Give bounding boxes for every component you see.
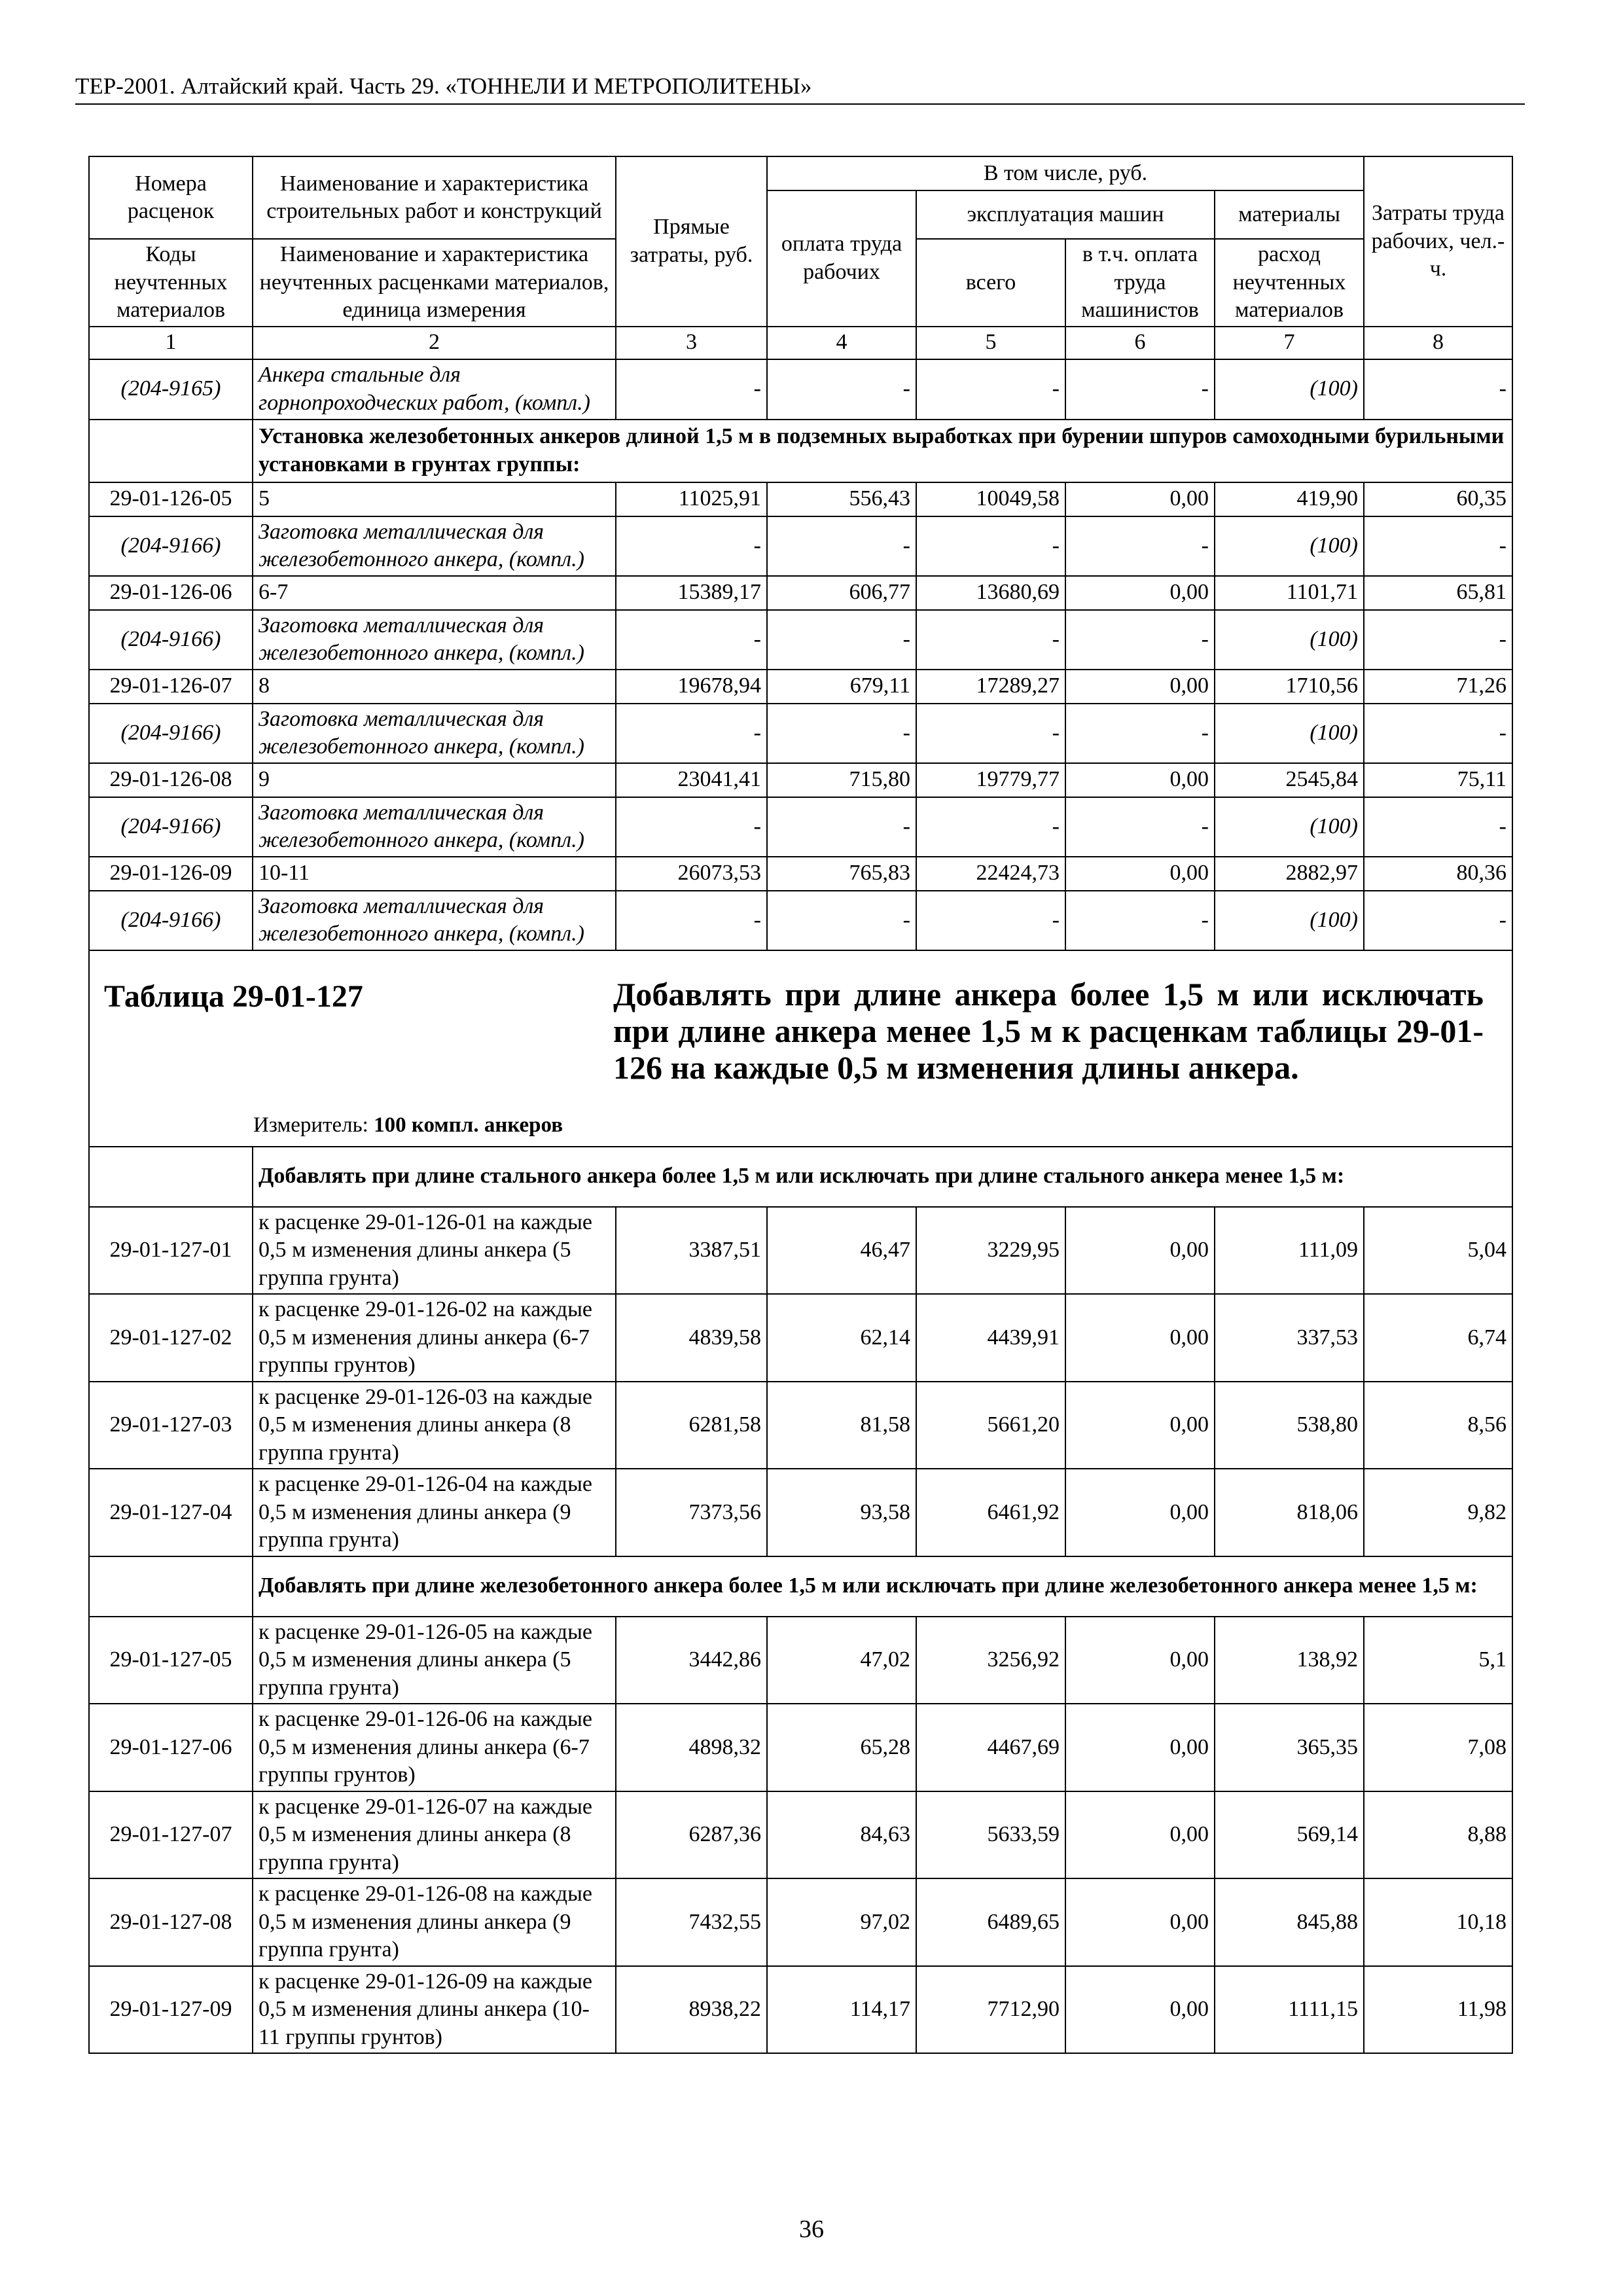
rate-code: 29-01-127-01 <box>89 1207 253 1295</box>
rate-value: 11025,91 <box>616 482 767 516</box>
col-num-4: 4 <box>767 327 916 359</box>
material-value: - <box>916 704 1065 763</box>
section-spacer <box>89 1147 253 1207</box>
page-number: 36 <box>799 2215 824 2243</box>
material-value: - <box>1065 704 1215 763</box>
rate-row <box>89 1207 1512 1295</box>
rate-value: 93,58 <box>767 1469 916 1556</box>
material-code: (204-9165) <box>89 359 253 420</box>
rate-value: 0,00 <box>1065 1382 1215 1469</box>
rate-value: 6461,92 <box>916 1469 1065 1556</box>
material-value: - <box>1065 610 1215 670</box>
material-code: (204-9166) <box>89 797 253 857</box>
rate-value: 17289,27 <box>916 670 1065 704</box>
material-row <box>89 359 1512 420</box>
material-value: - <box>616 797 767 857</box>
col-work-name: Наименование и характеристика строительных работ и конструкций <box>253 156 616 239</box>
rate-row <box>89 1469 1512 1556</box>
rate-value: 2882,97 <box>1215 857 1364 891</box>
rate-value: 65,81 <box>1364 576 1512 610</box>
rate-name: к расценке 29-01-126-06 на каждые 0,5 м изменения длины анкера (6-7 группы грунтов) <box>253 1704 616 1791</box>
material-name: Заготовка металлическая для железобетонного анкера, (компл.) <box>253 891 616 950</box>
rate-value: 538,80 <box>1215 1382 1364 1469</box>
rate-value: 679,11 <box>767 670 916 704</box>
rate-value: 3229,95 <box>916 1207 1065 1295</box>
col-num-8: 8 <box>1364 327 1512 359</box>
material-name: Заготовка металлическая для железобетонного анкера, (компл.) <box>253 610 616 670</box>
material-value: - <box>916 797 1065 857</box>
rate-value: 0,00 <box>1065 670 1215 704</box>
rate-value: 47,02 <box>767 1617 916 1704</box>
rate-value: 22424,73 <box>916 857 1065 891</box>
rate-row <box>89 1704 1512 1791</box>
cell-mach-total: - <box>916 359 1065 420</box>
col-direct: Прямые затраты, руб. <box>616 156 767 327</box>
rate-value: 114,17 <box>767 1966 916 2054</box>
rate-value: 65,28 <box>767 1704 916 1791</box>
material-value: (100) <box>1215 610 1364 670</box>
rate-value: 8938,22 <box>616 1966 767 2054</box>
rate-code: 29-01-127-03 <box>89 1382 253 1469</box>
rate-value: 7373,56 <box>616 1469 767 1556</box>
material-value: - <box>1065 891 1215 950</box>
rate-value: 6281,58 <box>616 1382 767 1469</box>
rate-value: 556,43 <box>767 482 916 516</box>
section-heading: Добавлять при длине железобетонного анкера более 1,5 м или исключать при длине железобетонного анкера менее 1,5 м: <box>253 1556 1512 1617</box>
rate-value: 8,88 <box>1364 1791 1512 1879</box>
rate-name: 9 <box>253 763 616 797</box>
rate-value: 7712,90 <box>916 1966 1065 2054</box>
material-value: - <box>1364 704 1512 763</box>
rate-name: к расценке 29-01-126-03 на каждые 0,5 м изменения длины анкера (8 группа грунта) <box>253 1382 616 1469</box>
cell-mat-cost: (100) <box>1215 359 1364 420</box>
rate-value: 5,1 <box>1364 1617 1512 1704</box>
measure <box>253 1112 563 1139</box>
rate-code: 29-01-127-07 <box>89 1791 253 1879</box>
material-name: Анкера стальные для горнопроходческих работ, (компл.) <box>253 359 616 420</box>
rate-value: 5,04 <box>1364 1207 1512 1295</box>
rate-row <box>89 482 1512 516</box>
material-row <box>89 610 1512 670</box>
material-value: - <box>767 797 916 857</box>
rate-value: 1101,71 <box>1215 576 1364 610</box>
rate-value: 19779,77 <box>916 763 1065 797</box>
cell-labor-pay: - <box>767 359 916 420</box>
rate-code: 29-01-126-05 <box>89 482 253 516</box>
table-127-description: Добавлять при длине анкера более 1,5 м или исключать при длине анкера менее 1,5 м к расценкам таблицы 29-01-126 на каждые 0,5 м изменения длины анкера. <box>613 975 1484 1086</box>
rate-value: 60,35 <box>1364 482 1512 516</box>
material-value: (100) <box>1215 797 1364 857</box>
rate-code: 29-01-127-06 <box>89 1704 253 1791</box>
material-value: (100) <box>1215 704 1364 763</box>
rate-value: 15389,17 <box>616 576 767 610</box>
rate-code: 29-01-127-05 <box>89 1617 253 1704</box>
rate-value: 7432,55 <box>616 1878 767 1966</box>
material-code: (204-9166) <box>89 610 253 670</box>
rate-code: 29-01-127-04 <box>89 1469 253 1556</box>
rate-value: 3442,86 <box>616 1617 767 1704</box>
material-row <box>89 797 1512 857</box>
rate-name: 8 <box>253 670 616 704</box>
rate-value: 715,80 <box>767 763 916 797</box>
cell-labor-cost: - <box>1364 359 1512 420</box>
material-value: - <box>1364 610 1512 670</box>
rate-value: 6489,65 <box>916 1878 1065 1966</box>
material-value: - <box>616 704 767 763</box>
rate-code: 29-01-127-09 <box>89 1966 253 2054</box>
rate-name: к расценке 29-01-126-09 на каждые 0,5 м изменения длины анкера (10-11 группы грунтов) <box>253 1966 616 2054</box>
rate-value: 46,47 <box>767 1207 916 1295</box>
material-value: - <box>1364 891 1512 950</box>
col-mach-total: всего <box>916 239 1065 327</box>
rate-value: 138,92 <box>1215 1617 1364 1704</box>
section-heading: Установка железобетонных анкеров длиной 1,5 м в подземных выработках при бурении шпуров самоходными бурильными установками в грунтах группы: <box>253 420 1512 482</box>
rate-value: 6287,36 <box>616 1791 767 1879</box>
rate-value: 0,00 <box>1065 1469 1215 1556</box>
rate-value: 80,36 <box>1364 857 1512 891</box>
material-value: - <box>1364 516 1512 576</box>
page-header: ТЕР-2001. Алтайский край. Часть 29. «ТОННЕЛИ И МЕТРОПОЛИТЕНЫ» <box>75 73 1525 105</box>
rate-value: 0,00 <box>1065 1966 1215 2054</box>
table-127-header <box>89 950 1512 1147</box>
rate-value: 0,00 <box>1065 763 1215 797</box>
rate-value: 13680,69 <box>916 576 1065 610</box>
rate-value: 0,00 <box>1065 576 1215 610</box>
col-labor-pay: оплата труда рабочих <box>767 190 916 327</box>
rate-value: 62,14 <box>767 1294 916 1382</box>
table-127-block <box>89 950 1512 1147</box>
col-mat-code: Коды неучтенных материалов <box>89 239 253 327</box>
material-value: - <box>916 516 1065 576</box>
material-value: - <box>1065 797 1215 857</box>
rate-value: 419,90 <box>1215 482 1364 516</box>
rate-value: 23041,41 <box>616 763 767 797</box>
rate-row <box>89 857 1512 891</box>
col-num-3: 3 <box>616 327 767 359</box>
material-code: (204-9166) <box>89 516 253 576</box>
material-row <box>89 891 1512 950</box>
rate-value: 81,58 <box>767 1382 916 1469</box>
rate-value: 19678,94 <box>616 670 767 704</box>
rate-code: 29-01-126-09 <box>89 857 253 891</box>
material-value: - <box>916 610 1065 670</box>
rate-value: 606,77 <box>767 576 916 610</box>
col-num-7: 7 <box>1215 327 1364 359</box>
material-value: - <box>616 610 767 670</box>
col-num-5: 5 <box>916 327 1065 359</box>
rate-name: к расценке 29-01-126-08 на каждые 0,5 м изменения длины анкера (9 группа грунта) <box>253 1878 616 1966</box>
col-materials: материалы <box>1215 190 1364 239</box>
table-127-title: Таблица 29-01-127 <box>104 978 363 1014</box>
rate-value: 765,83 <box>767 857 916 891</box>
col-mach-pay: в т.ч. оплата труда машинистов <box>1065 239 1215 327</box>
rate-value: 3256,92 <box>916 1617 1065 1704</box>
rate-value: 0,00 <box>1065 482 1215 516</box>
rate-code: 29-01-126-06 <box>89 576 253 610</box>
rate-code: 29-01-127-08 <box>89 1878 253 1966</box>
col-labor-cost: Затраты труда рабочих, чел.-ч. <box>1364 156 1512 327</box>
rate-name: 6-7 <box>253 576 616 610</box>
rate-value: 4898,32 <box>616 1704 767 1791</box>
rate-value: 365,35 <box>1215 1704 1364 1791</box>
material-value: - <box>616 891 767 950</box>
section-heading-row <box>89 1147 1512 1207</box>
rate-value: 0,00 <box>1065 1294 1215 1382</box>
rate-value: 2545,84 <box>1215 763 1364 797</box>
col-mat-name: Наименование и характеристика неучтенных расценками материалов, единица измерения <box>253 239 616 327</box>
material-value: - <box>1065 516 1215 576</box>
rate-name: к расценке 29-01-126-07 на каждые 0,5 м изменения длины анкера (8 группа грунта) <box>253 1791 616 1879</box>
rate-value: 0,00 <box>1065 1878 1215 1966</box>
rate-code: 29-01-127-02 <box>89 1294 253 1382</box>
material-name: Заготовка металлическая для железобетонного анкера, (компл.) <box>253 704 616 763</box>
rate-value: 1111,15 <box>1215 1966 1364 2054</box>
rate-name: к расценке 29-01-126-05 на каждые 0,5 м изменения длины анкера (5 группа грунта) <box>253 1617 616 1704</box>
rate-value: 10049,58 <box>916 482 1065 516</box>
material-row <box>89 516 1512 576</box>
rate-value: 11,98 <box>1364 1966 1512 2054</box>
col-num-1: 1 <box>89 327 253 359</box>
rate-value: 0,00 <box>1065 857 1215 891</box>
material-row <box>89 704 1512 763</box>
rate-value: 4839,58 <box>616 1294 767 1382</box>
rate-value: 1710,56 <box>1215 670 1364 704</box>
material-value: - <box>767 891 916 950</box>
section-spacer <box>89 1556 253 1617</box>
rate-row <box>89 763 1512 797</box>
cell-mach-pay: - <box>1065 359 1215 420</box>
section-heading-row <box>89 1556 1512 1617</box>
rate-value: 4439,91 <box>916 1294 1065 1382</box>
cell-direct: - <box>616 359 767 420</box>
rate-row <box>89 670 1512 704</box>
rate-value: 84,63 <box>767 1791 916 1879</box>
rate-value: 0,00 <box>1065 1617 1215 1704</box>
material-value: - <box>767 610 916 670</box>
rate-row <box>89 1878 1512 1966</box>
material-value: - <box>916 891 1065 950</box>
rate-name: к расценке 29-01-126-01 на каждые 0,5 м изменения длины анкера (5 группа грунта) <box>253 1207 616 1295</box>
material-code: (204-9166) <box>89 891 253 950</box>
rate-value: 4467,69 <box>916 1704 1065 1791</box>
rate-row <box>89 1966 1512 2054</box>
rate-row <box>89 1617 1512 1704</box>
rate-value: 0,00 <box>1065 1207 1215 1295</box>
rate-value: 337,53 <box>1215 1294 1364 1382</box>
rate-value: 8,56 <box>1364 1382 1512 1469</box>
material-value: - <box>767 516 916 576</box>
col-num-6: 6 <box>1065 327 1215 359</box>
rate-value: 0,00 <box>1065 1791 1215 1879</box>
rate-name: к расценке 29-01-126-04 на каждые 0,5 м изменения длины анкера (9 группа грунта) <box>253 1469 616 1556</box>
rate-value: 5661,20 <box>916 1382 1065 1469</box>
rate-value: 569,14 <box>1215 1791 1364 1879</box>
rate-row <box>89 576 1512 610</box>
section-heading: Добавлять при длине стального анкера более 1,5 м или исключать при длине стального анкера менее 1,5 м: <box>253 1147 1512 1207</box>
rate-name: 10-11 <box>253 857 616 891</box>
rate-code: 29-01-126-08 <box>89 763 253 797</box>
rate-value: 818,06 <box>1215 1469 1364 1556</box>
rate-value: 9,82 <box>1364 1469 1512 1556</box>
rate-code: 29-01-126-07 <box>89 670 253 704</box>
col-mat-cost: расход неучтенных материалов <box>1215 239 1364 327</box>
measure-value: 100 компл. анкеров <box>374 1113 563 1137</box>
material-value: (100) <box>1215 516 1364 576</box>
rate-value: 5633,59 <box>916 1791 1065 1879</box>
rate-value: 26073,53 <box>616 857 767 891</box>
rate-row <box>89 1294 1512 1382</box>
measure-label: Измеритель: <box>253 1113 368 1137</box>
material-name: Заготовка металлическая для железобетонного анкера, (компл.) <box>253 797 616 857</box>
rate-value: 111,09 <box>1215 1207 1364 1295</box>
rate-value: 97,02 <box>767 1878 916 1966</box>
material-name: Заготовка металлическая для железобетонного анкера, (компл.) <box>253 516 616 576</box>
rate-value: 75,11 <box>1364 763 1512 797</box>
rate-row <box>89 1791 1512 1879</box>
col-machines: эксплуатация машин <box>916 190 1215 239</box>
section-heading-row <box>89 420 1512 482</box>
rates-table <box>88 156 1513 2054</box>
rate-value: 10,18 <box>1364 1878 1512 1966</box>
rate-value: 6,74 <box>1364 1294 1512 1382</box>
rate-name: 5 <box>253 482 616 516</box>
rate-value: 71,26 <box>1364 670 1512 704</box>
col-incl: В том числе, руб. <box>767 156 1364 190</box>
col-rate-no: Номера расценок <box>89 156 253 239</box>
col-num-2: 2 <box>253 327 616 359</box>
material-value: - <box>1364 797 1512 857</box>
rate-value: 3387,51 <box>616 1207 767 1295</box>
rate-value: 845,88 <box>1215 1878 1364 1966</box>
rate-value: 0,00 <box>1065 1704 1215 1791</box>
rate-value: 7,08 <box>1364 1704 1512 1791</box>
rate-name: к расценке 29-01-126-02 на каждые 0,5 м изменения длины анкера (6-7 группы грунтов) <box>253 1294 616 1382</box>
material-code: (204-9166) <box>89 704 253 763</box>
material-value: - <box>767 704 916 763</box>
material-value: (100) <box>1215 891 1364 950</box>
rate-row <box>89 1382 1512 1469</box>
material-value: - <box>616 516 767 576</box>
